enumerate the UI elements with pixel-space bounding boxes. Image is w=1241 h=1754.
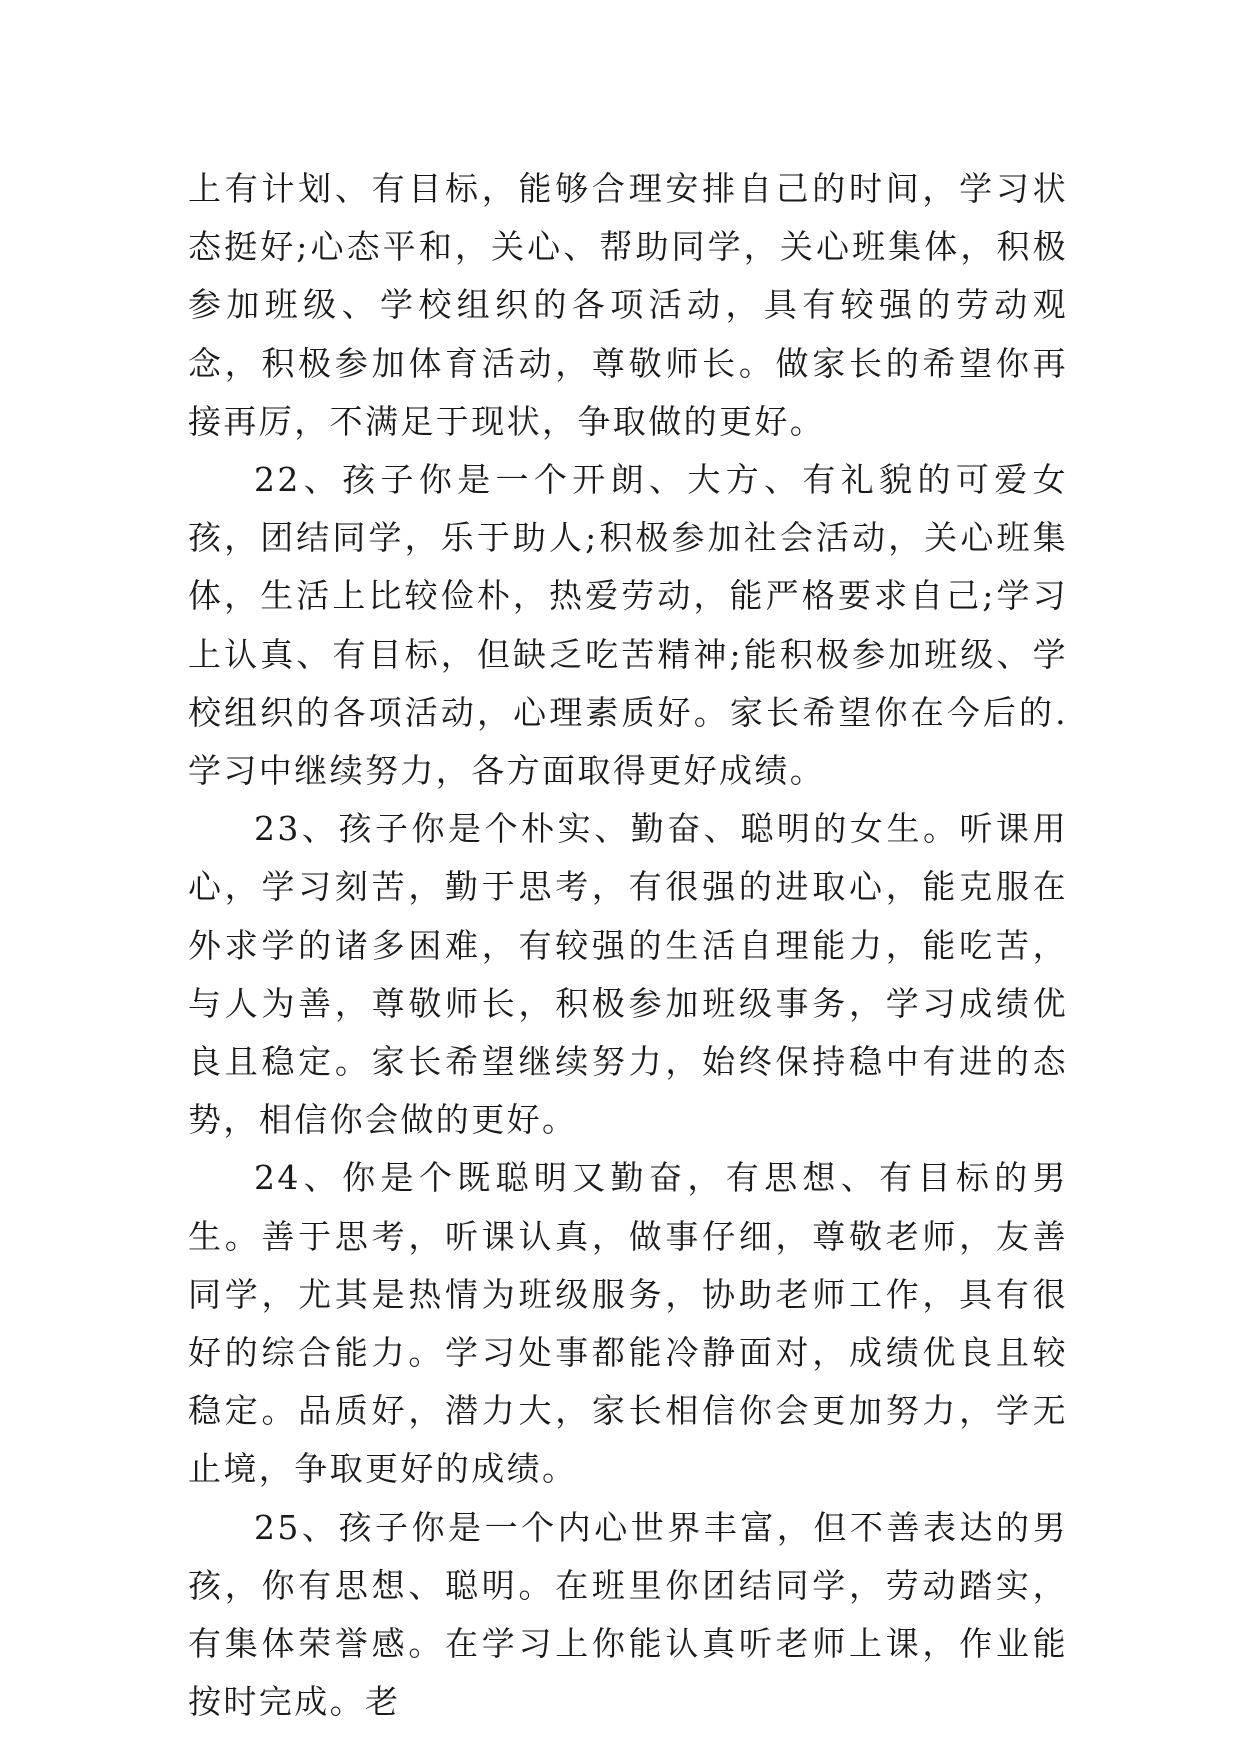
paragraph-24: 24、你是个既聪明又勤奋，有思想、有目标的男生。善于思考，听课认真，做事仔细，尊敬老师，友善同学，尤其是热情为班级服务，协助老师工作，具有很好的综合能力。学习处事都能冷静面对，成绩优良且较稳定。品质好，潜力大，家长相信你会更加努力，学无止境，争取更好的成绩。 xyxy=(188,1158,1068,1489)
paragraph-22: 22、孩子你是一个开朗、大方、有礼貌的可爱女孩，团结同学，乐于助人;积极参加社会活动，关心班集体，生活上比较俭朴，热爱劳动，能严格要求自己;学习上认真、有目标，但缺乏吃苦精神;能积极参加班级、学校组织的各项活动，心理素质好。家长希望你在今后的.学习中继续努力，各方面取得更好成绩。 xyxy=(188,460,1068,791)
paragraph-23: 23、孩子你是个朴实、勤奋、聪明的女生。听课用心，学习刻苦，勤于思考，有很强的进取心，能克服在外求学的诸多困难，有较强的生活自理能力，能吃苦，与人为善，尊敬师长，积极参加班级事务，学习成绩优良且稳定。家长希望继续努力，始终保持稳中有进的态势，相信你会做的更好。 xyxy=(188,809,1068,1140)
paragraph-continuation: 上有计划、有目标，能够合理安排自己的时间，学习状态挺好;心态平和，关心、帮助同学，关心班集体，积极参加班级、学校组织的各项活动，具有较强的劳动观念，积极参加体育活动，尊敬师长。做家长的希望你再接再厉，不满足于现状，争取做的更好。 xyxy=(188,169,1068,441)
paragraph-25: 25、孩子你是一个内心世界丰富，但不善表达的男孩，你有思想、聪明。在班里你团结同学，劳动踏实，有集体荣誉感。在学习上你能认真听老师上课，作业能按时完成。老 xyxy=(188,1507,1068,1722)
document-body xyxy=(188,160,1068,1731)
